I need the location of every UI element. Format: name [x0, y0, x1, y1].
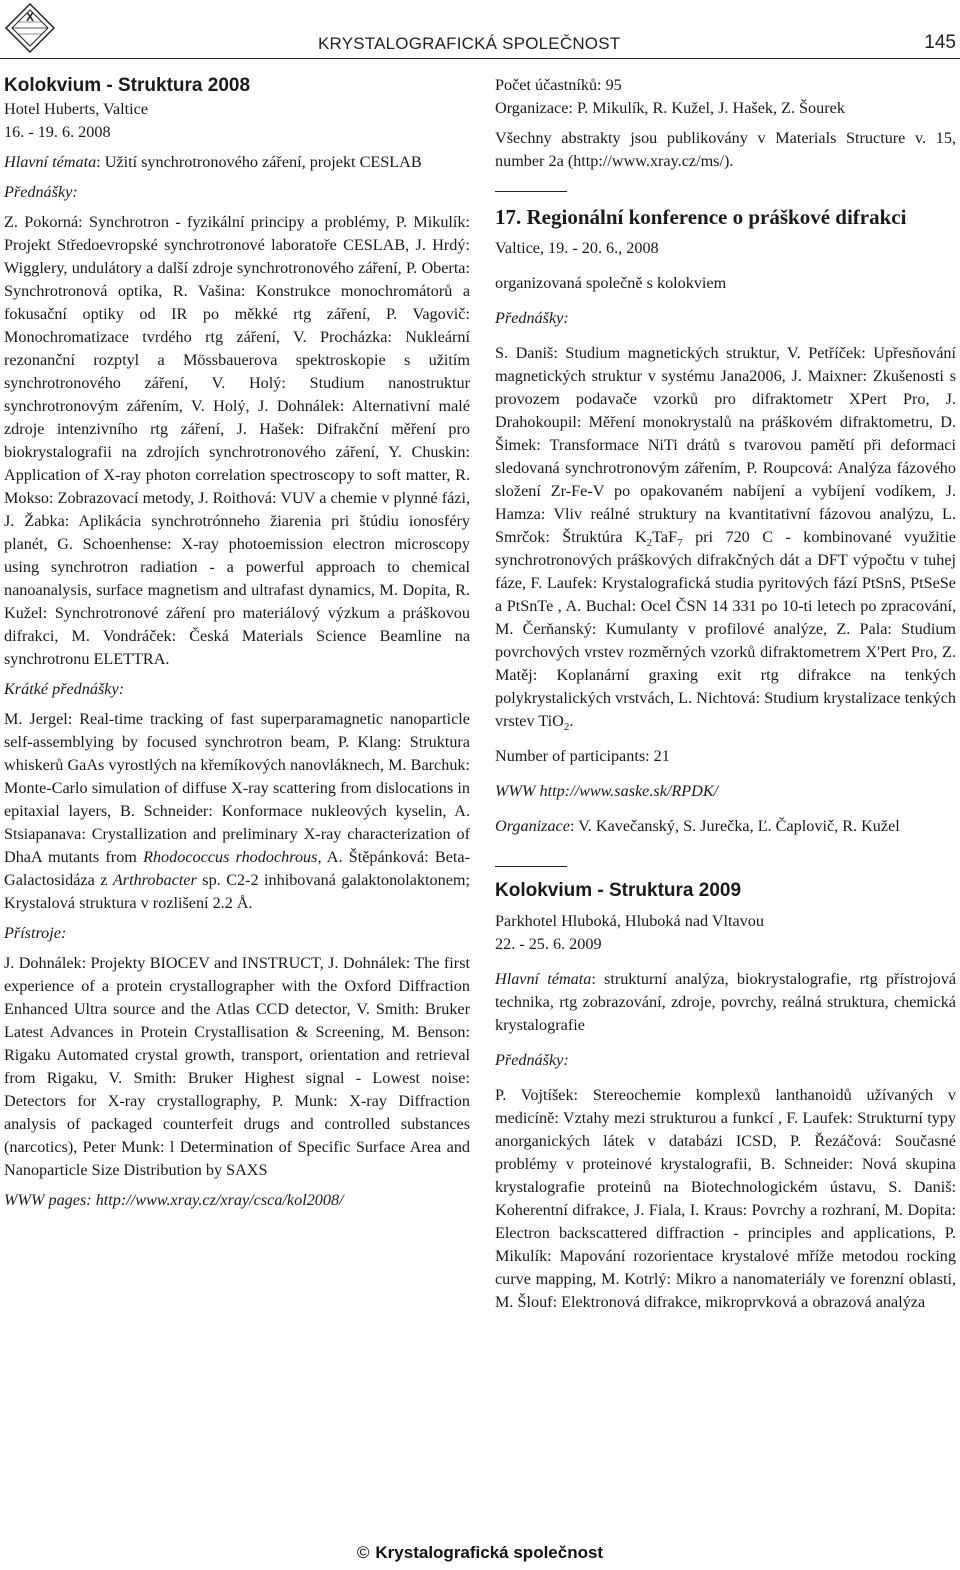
logo-letter: X	[25, 10, 35, 24]
species-rhodococcus: Rhodococcus rhodochrous	[143, 848, 318, 866]
conference-organization: organizovaná společně s kolokviem	[495, 274, 727, 292]
left-column	[4, 74, 470, 1212]
conference-title: 17. Regionální konference o práškové difrakci	[495, 205, 907, 229]
journal-title: KRYSTALOGRAFICKÁ SPOLEČNOST	[318, 34, 621, 53]
lectures-label-2009: Přednášky:	[495, 1051, 569, 1069]
conf-sub-a: 2	[646, 537, 653, 550]
lectures-label-2008: Přednášky:	[4, 183, 78, 201]
section-divider	[495, 191, 567, 192]
conf-lectures-part-4: .	[569, 712, 574, 730]
conference-participants: Number of participants: 21	[495, 747, 670, 765]
www-pages-2008: WWW pages: http://www.xray.cz/xray/csca/kol2008/	[4, 1191, 344, 1209]
short-text-2: , A. Štěpánková: Beta-Galactosidáza z	[4, 848, 470, 889]
crystal-logo-icon	[4, 2, 56, 54]
event-title-2009: Kolokvium - Struktura 2009	[495, 880, 742, 901]
lectures-list-2008: Z. Pokorná: Synchrotron - fyzikální principy a problémy, P. Mikulík: Projekt Středoevropské synchrotronové laboratoře CESLAB, J. Hrdý: Wigglery, undulátory a další zdroje synchrotronového záření, P. Oberta: Synchrotronová optika, R. Vašina: Konstrukce monochromátorů a fokusační optiky od IR po měkké rtg záření, P. Vagovič: Monochromatizace tvrdého rtg záření, V. Procházka: Nukleární rezonanční rozptyl a Mössbauerova spektroskopie s užitím synchrotronového záření, V. Holý: Studium nanostruktur synchrotronovým zářením, V. Holý, J. Dohnálek: Alternativní malé zdroje intenzivního rtg záření, J. Hašek: Difrakční měření pro biokrystalografii na zdrojích synchrotronového záření, Y. Chuskin: Application of X-ray photon correlation spectroscopy to soft matter, R. Mokso: Zobrazovací metody, J. Roithová: VUV a chemie v plynné fázi, J. Žabka: Aplikácia synchrotrónneho žiarenia pri štúdiu ionosféry planét, G. Schoenhense: X-ray photoemission electron microscopy using synchrotron radiation - a powerful approach to chemical nanoanalysis, surface magnetism and ultrafast dynamics, M. Dopita, R. Kužel: Synchrotronové záření pro materiálový výzkum a práškovou difrakci, M. Vondráček: Česká Materials Science Beamline na synchrotronu ELETTRA.	[4, 213, 470, 668]
conference-place: Valtice, 19. - 20. 6., 2008	[495, 239, 659, 257]
page-number: 145	[924, 32, 956, 53]
themes-text: : Užití synchrotronového záření, projekt CESLAB	[96, 153, 422, 171]
conf-org-text: : V. Kavečanský, S. Jurečka, Ľ. Čaplovič, R. Kužel	[569, 817, 900, 835]
conference-lectures-label: Přednášky:	[495, 309, 569, 327]
short-lectures-label: Krátké přednášky:	[4, 680, 125, 698]
instruments-label: Přístroje:	[4, 924, 67, 942]
organizers-2008: Organizace: P. Mikulík, R. Kužel, J. Hašek, Z. Šourek	[495, 99, 845, 117]
short-text-3: sp. C2-2 inhibovaná galaktonolaktonem; Krystalová struktura v rozlišení 2.2 Å.	[4, 871, 470, 912]
event-dates-2008: 16. - 19. 6. 2008	[4, 123, 111, 141]
conference-lectures-list	[495, 342, 956, 733]
conf-org-label: Organizace	[495, 817, 570, 835]
conference-www: WWW http://www.saske.sk/RPDK/	[495, 782, 719, 800]
conference-organizers	[495, 815, 956, 838]
footer-text: Krystalografická společnost	[375, 1543, 604, 1562]
section-divider-2	[495, 866, 567, 867]
conf-sub-c: 2	[563, 721, 570, 734]
short-lectures-list	[4, 708, 470, 915]
themes-text-2009: : strukturní analýza, biokrystalografie, rtg přístrojová technika, rtg zobrazování, zdroje, povrchy, reálná struktura, chemická krystalografie	[495, 970, 956, 1034]
species-arthrobacter: Arthrobacter	[112, 871, 197, 889]
short-text-1: M. Jergel: Real-time tracking of fast superparamagnetic nanoparticle self-assemblying by focused synchrotron beam, P. Klang: Struktura whiskerů GaAs vyrostlých na křemíkových nanovláknech, M. Barchuk: Monte-Carlo simulation of diffuse X-ray scattering from dislocations in epitaxial layers, B. Schneider: Konformace nukleových kyselin, A. Stsiapanava: Crystallization and preliminary X-ray characterization of DhaA mutants from	[4, 710, 470, 866]
society-logo	[4, 2, 56, 54]
event-venue-2009: Parkhotel Hluboká, Hluboká nad Vltavou	[495, 912, 764, 930]
lectures-list-2009: P. Vojtíšek: Stereochemie komplexů lanthanoidů užívaných v medicíně: Vztahy mezi strukturou a funkcí , F. Laufek: Strukturní typy anorganických látek v databázi ICSD, P. Řezáčová: Současné problémy v proteinové krystalografii, B. Schneider: Nová skupina krystalografie proteinů na Biotechnologickém ústavu, S. Daniš: Koherentní difrakce, J. Fiala, I. Kraus: Povrchy a rozhraní, M. Dopita: Electron backscattered diffraction - principles and applications, P. Mikulík: Mapování rozorientace krystalové mříže metodou rocking curve mapping, M. Kotrlý: Mikro a nanomateriály ve forenzní oblasti, M. Šlouf: Elektronová difrakce, mikroprvková a obrazová analýza	[495, 1086, 956, 1311]
event-dates-2009: 22. - 25. 6. 2009	[495, 935, 602, 953]
event-themes-2009	[495, 968, 956, 1037]
page-footer	[0, 1543, 960, 1563]
event-themes-2008	[4, 151, 470, 174]
conf-lectures-part-1: S. Daniš: Studium magnetických struktur, V. Petříček: Upřesňování magnetických struktur v systému Jana2006, J. Maixner: Zkušenosti s provozem podavače vzorků pro difraktometr XPert Pro, J. Drahokoupil: Měření monokrystalů na práškovém difraktometru, D. Šimek: Transformace NiTi drátů s tvarovou pamětí při deformaci sledovaná synchrotronovým zářením, P. Roupcová: Analýza fázového složení Zr-Fe-V po opakovaném nabíjení a vybíjení vodíkem, J. Hamza: Vliv reálné struktury na kvantitativní fázovou analýzu, L. Smrčok: Štruktúra K	[495, 344, 956, 546]
participants-count-2008: Počet účastníků: 95	[495, 76, 622, 94]
conf-lectures-part-2: TaF	[652, 528, 678, 546]
themes-label-2009: Hlavní témata	[495, 970, 592, 988]
themes-label: Hlavní témata	[4, 153, 97, 171]
event-venue-2008: Hotel Huberts, Valtice	[4, 100, 149, 118]
event-title-2008: Kolokvium - Struktura 2008	[4, 75, 251, 96]
abstracts-note: Všechny abstrakty jsou publikovány v Materials Structure v. 15, number 2a (http://www.xray.cz/ms/).	[495, 129, 956, 170]
right-column	[495, 74, 956, 1314]
conf-lectures-part-3: pri 720 C - kombinované využitie synchrotronových práškových difrakčných dát a DFT výpočtu v tuhej fáze, F. Laufek: Krystalografická studia pyritových fází PtSnS, PtSeSe a PtSnTe , A. Buchal: Ocel ČSN 14 331 po 10-ti letech po zpracování, M. Čerňanský: Kumulanty v profilové analýze, Z. Pala: Studium povrchových vrstev rozměrných vzorků difraktometrem X'Pert Pro, Z. Matěj: Koplanární graxing exit rtg difrakce na tenkých polykrystalických vrstvách, L. Nichtová: Studium krystalizace tenkých vrstev TiO	[495, 528, 956, 730]
copyright-symbol: ©	[356, 1543, 370, 1562]
conf-sub-b: 7	[677, 537, 683, 550]
instruments-list: J. Dohnálek: Projekty BIOCEV and INSTRUCT, J. Dohnálek: The first experience of a protein crystallographer with the Oxford Diffraction Enhanced Ultra source and the Atlas CCD detector, V. Smith: Bruker Latest Advances in Protein Crystallisation & Screening, M. Benson: Rigaku Automated crystal growth, transport, orientation and retrieval from Rigaku, V. Smith: Bruker Highest signal - Lowest noise: Detectors for X-ray crystallography, P. Munk: X-ray Diffraction analysis of packaged counterfeit drugs and controlled substances (narcotics), Peter Munk: l Determination of Specific Surface Area and Nanoparticle Size Distribution by SAXS	[4, 954, 470, 1179]
header-divider	[0, 58, 960, 59]
